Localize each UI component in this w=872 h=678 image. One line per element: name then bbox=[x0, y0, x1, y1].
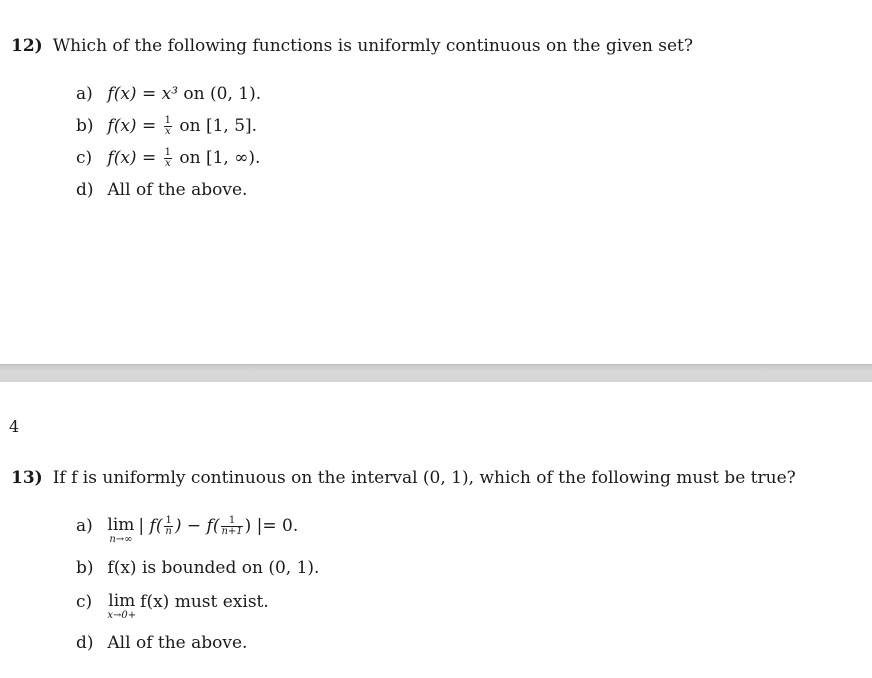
fraction-numerator: 1 bbox=[164, 115, 171, 126]
page-break-divider bbox=[0, 364, 872, 383]
limit-subscript: x→0+ bbox=[107, 610, 137, 621]
option-text: All of the above. bbox=[107, 180, 248, 200]
fraction-denominator: x bbox=[164, 126, 171, 137]
fraction bbox=[221, 516, 242, 537]
option-math: ) − f( bbox=[174, 516, 220, 536]
limit-operator bbox=[107, 592, 136, 622]
question-12 bbox=[11, 36, 693, 56]
limit-text: lim bbox=[108, 591, 136, 611]
option-text: ) |= 0. bbox=[244, 516, 299, 536]
fraction bbox=[164, 148, 172, 169]
option-13a bbox=[76, 516, 298, 546]
option-label: d) bbox=[76, 180, 94, 200]
fraction-denominator: x bbox=[164, 158, 171, 169]
option-12c bbox=[76, 148, 260, 169]
option-text: on [1, ∞). bbox=[173, 148, 261, 168]
option-label: c) bbox=[76, 592, 93, 612]
option-12d bbox=[76, 180, 247, 200]
option-13d bbox=[76, 633, 247, 653]
fraction-numerator: 1 bbox=[164, 147, 171, 158]
fraction-numerator: 1 bbox=[165, 515, 172, 526]
option-text: on (0, 1). bbox=[178, 84, 262, 104]
option-text: on [1, 5]. bbox=[173, 116, 258, 136]
question-text: If f is uniformly continuous on the interval (0, 1), which of the following must be true? bbox=[52, 468, 796, 488]
option-math: f(x) = bbox=[107, 148, 157, 168]
fraction-numerator: 1 bbox=[221, 516, 242, 527]
fraction-denominator: n+1 bbox=[221, 526, 243, 537]
limit-text: lim bbox=[107, 515, 135, 535]
option-12b bbox=[76, 116, 257, 137]
question-number: 13) bbox=[11, 468, 43, 488]
option-text: f(x) must exist. bbox=[140, 592, 269, 612]
option-label: c) bbox=[76, 148, 93, 168]
option-label: b) bbox=[76, 116, 94, 136]
option-label: b) bbox=[76, 558, 94, 578]
limit-operator bbox=[107, 516, 134, 546]
option-math: f(x) = x³ bbox=[107, 84, 179, 104]
fraction bbox=[164, 116, 172, 137]
option-text: All of the above. bbox=[107, 633, 248, 653]
limit-subscript: n→∞ bbox=[109, 534, 133, 545]
option-12a bbox=[76, 84, 261, 104]
option-label: a) bbox=[76, 84, 93, 104]
page-number: 4 bbox=[9, 417, 20, 436]
option-label: a) bbox=[76, 516, 93, 536]
fraction-denominator: n bbox=[165, 526, 172, 537]
option-math: | f( bbox=[138, 516, 163, 536]
option-label: d) bbox=[76, 633, 94, 653]
question-text: Which of the following functions is uniformly continuous on the given set? bbox=[52, 36, 693, 56]
option-13b bbox=[76, 558, 319, 578]
option-math: f(x) = bbox=[107, 116, 157, 136]
fraction bbox=[164, 516, 172, 537]
option-text: f(x) is bounded on (0, 1). bbox=[107, 558, 320, 578]
question-13 bbox=[11, 468, 796, 488]
option-13c bbox=[76, 592, 269, 622]
question-number: 12) bbox=[11, 36, 43, 56]
